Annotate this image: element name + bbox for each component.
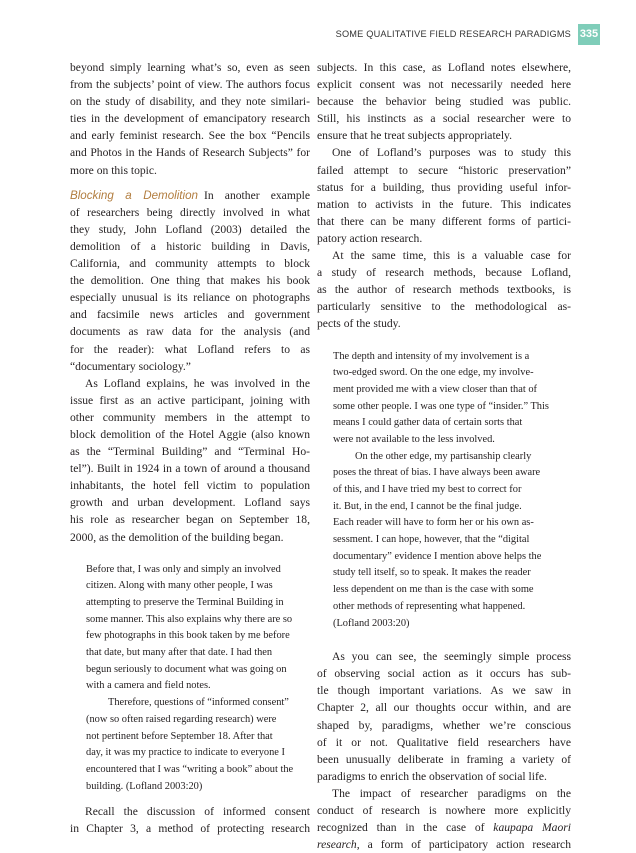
text-line <box>70 529 310 546</box>
line-text: explicit consent was not necessarily needed here <box>317 78 571 92</box>
line-text: shaped by, paradigms, whether we’re conscious <box>317 718 571 732</box>
text-line <box>70 255 310 272</box>
line-text: that date, but many after that date. I had then <box>86 647 273 659</box>
line-text: documentary” evidence I mention above helps the <box>333 550 542 562</box>
line-text: and Photos in the Hands of Research Subjects” for <box>70 146 310 160</box>
line-text: his role as researcher began on September 18, <box>70 513 310 527</box>
line-text: tel”). Built in 1924 in a town of around a thousand <box>70 462 310 476</box>
line-text: As you can see, the seemingly simple process <box>332 650 571 664</box>
text-line <box>86 729 310 746</box>
text-line <box>86 595 310 612</box>
line-text: subjects. In this case, as Lofland notes elsewhere, <box>317 61 571 74</box>
line-text: not pertinent before September 18. After that <box>86 730 273 742</box>
line-text: other community members in the attempt to <box>70 410 310 424</box>
line-text: California, and community attempts to block <box>70 257 310 271</box>
left-column <box>70 59 310 837</box>
spacer <box>317 632 571 648</box>
line-text: more on this topic. <box>70 163 157 177</box>
line-text: building. (Lofland 2003:20) <box>86 780 203 792</box>
line-text: (now so often raised regarding research) were <box>86 713 277 725</box>
text-line <box>333 349 571 366</box>
line-text: growth and urban development. Lofland says <box>70 496 310 510</box>
text-line <box>333 582 571 599</box>
line-text: study tell itself, so to speak. It makes the reader <box>333 567 531 579</box>
text-line <box>333 616 571 633</box>
text-line <box>333 382 571 399</box>
section-run-in-heading: Blocking a Demolition <box>70 188 198 202</box>
text-line <box>317 59 571 76</box>
line-text: and early feminist research. See the box “Pencils <box>70 129 310 143</box>
line-text: day, it was my practice to indicate to everyone I <box>86 747 285 759</box>
text-line <box>317 196 571 213</box>
line-text: less dependent on me than is the case with some <box>333 584 534 596</box>
line-text: 2000, as the demolition of the building began. <box>70 530 284 544</box>
text-line <box>317 768 571 785</box>
text-line <box>86 712 310 729</box>
text-line <box>86 695 310 712</box>
line-text: pects of the study. <box>317 317 401 331</box>
line-text: recognized than in the case of <box>317 821 494 835</box>
line-text: “documentary sociology.” <box>70 359 191 373</box>
text-line <box>70 323 310 340</box>
line-text: were not available to the less involved. <box>333 433 495 445</box>
text-line <box>70 93 310 110</box>
text-line <box>70 494 310 511</box>
line-text: tle though important variations. As we saw in <box>317 684 571 698</box>
body-paragraph <box>317 247 571 332</box>
text-line <box>70 392 310 409</box>
text-line <box>70 443 310 460</box>
line-text: Recall the discussion of informed consent <box>85 805 310 819</box>
text-line <box>70 289 310 306</box>
text-line <box>317 179 571 196</box>
text-line <box>317 213 571 230</box>
line-text: patory action research. <box>317 231 423 245</box>
text-line <box>317 682 571 699</box>
text-line <box>70 221 310 238</box>
text-line <box>70 409 310 426</box>
text-line <box>317 802 571 819</box>
line-text: Still, his instincts as a social researcher were to <box>317 112 571 126</box>
text-line <box>70 162 310 179</box>
text-line <box>317 836 571 853</box>
line-text: means I could gather data of certain sorts that <box>333 417 523 429</box>
line-text: As Lofland explains, he was involved in the <box>85 376 310 390</box>
line-text: (Lofland 2003:20) <box>333 617 410 629</box>
line-text: other methods of representing what happened. <box>333 600 526 612</box>
text-line <box>317 76 571 93</box>
text-line <box>317 144 571 161</box>
running-head: SOME QUALITATIVE FIELD RESEARCH PARADIGMS <box>335 29 571 39</box>
line-text: mation to activists in the future. This indicates <box>317 197 571 211</box>
line-text: One of Lofland’s purposes was to study this <box>332 146 571 160</box>
text-line <box>317 162 571 179</box>
spacer <box>70 546 310 562</box>
line-text: documents as raw data for the analysis (and <box>70 325 310 339</box>
line-text: paradigms to enrich the observation of social life. <box>317 769 547 783</box>
line-text: conduct of research is nowhere more explicitly <box>317 804 571 818</box>
text-line <box>70 511 310 528</box>
body-paragraph <box>70 59 310 179</box>
line-text: failed attempt to secure “historic preservation” <box>317 163 571 177</box>
text-line <box>333 415 571 432</box>
text-line <box>70 426 310 443</box>
line-text: Before that, I was only and simply an involved <box>86 563 281 575</box>
text-line <box>333 432 571 449</box>
line-text: The depth and intensity of my involvement is a <box>333 350 530 362</box>
italic-term: kaupapa Maori <box>493 821 571 835</box>
italic-term: research, <box>317 838 360 852</box>
text-line <box>317 751 571 768</box>
text-line <box>86 662 310 679</box>
quote-paragraph <box>86 695 310 795</box>
line-text: a study of research methods, because Lofland, <box>317 266 571 280</box>
text-line <box>86 678 310 695</box>
text-line <box>70 144 310 161</box>
text-line <box>70 272 310 289</box>
text-line <box>317 665 571 682</box>
line-text: some other people. I was one type of “insider.” This <box>333 400 549 412</box>
line-text: begun seriously to document what was going on <box>86 663 287 675</box>
line-text: The impact of researcher paradigms on the <box>332 786 571 800</box>
body-paragraph <box>317 144 571 247</box>
line-text: it. But, in the end, I cannot be the final judge. <box>333 500 522 512</box>
line-text: Therefore, questions of “informed consent” <box>108 697 289 709</box>
line-text: in Chapter 3, a method of protecting research <box>70 822 310 836</box>
line-text: encountered that I was “writing a book” about the <box>86 763 294 775</box>
line-text: for the reader): what Lofland refers to as <box>70 342 310 356</box>
body-paragraph <box>70 187 310 375</box>
text-line <box>70 460 310 477</box>
text-line <box>317 230 571 247</box>
body-paragraph <box>317 785 571 853</box>
body-paragraph <box>70 803 310 837</box>
line-text: issue first as an active participant, joining with <box>70 393 310 407</box>
text-line <box>317 819 571 836</box>
line-text: Each reader will have to form her or his own as- <box>333 517 534 529</box>
block-quote <box>70 562 310 796</box>
line-text: some manner. This also explains why there are so <box>86 613 293 625</box>
line-text: beyond simply learning what’s so, even as seen <box>70 61 310 74</box>
line-text: inhabitants, the hotel fell victim to population <box>70 479 310 493</box>
text-line <box>317 699 571 716</box>
text-line <box>86 562 310 579</box>
text-line <box>333 465 571 482</box>
text-line <box>70 820 310 837</box>
line-text: of researchers being directly involved in what <box>70 205 310 219</box>
page-number: 335 <box>578 24 600 45</box>
line-text: citizen. Along with many other people, I was <box>86 580 273 592</box>
spacer <box>70 795 310 803</box>
line-text: two-edged sword. On the one edge, my involve- <box>333 367 534 379</box>
line-text: In another example <box>204 188 310 202</box>
quote-paragraph <box>86 562 310 696</box>
text-line <box>70 76 310 93</box>
text-line <box>317 264 571 281</box>
line-text: block demolition of the Hotel Aggie (also known <box>70 427 310 441</box>
line-text: particularly sensitive to the methodological as- <box>317 300 571 314</box>
spacer <box>317 333 571 349</box>
line-text: the demolition. One thing that makes his book <box>70 274 310 288</box>
spacer <box>70 179 310 187</box>
text-line <box>333 515 571 532</box>
text-line <box>70 110 310 127</box>
quote-paragraph <box>333 449 571 633</box>
text-line <box>333 499 571 516</box>
line-text: status for a building, thus providing useful infor- <box>317 180 571 194</box>
text-line <box>317 648 571 665</box>
text-line <box>86 779 310 796</box>
line-text: they study, John Lofland (2003) detailed the <box>70 222 310 236</box>
quote-paragraph <box>333 349 571 449</box>
line-text: few photographs in this book taken by me before <box>86 630 290 642</box>
body-paragraph <box>317 648 571 785</box>
text-line <box>70 238 310 255</box>
text-line <box>317 110 571 127</box>
line-text: ties in the development of emancipatory research <box>70 112 310 126</box>
line-text: Chapter 2, all our thoughts occur within, and are <box>317 701 571 715</box>
text-line <box>86 645 310 662</box>
text-line <box>333 449 571 466</box>
body-paragraph <box>70 375 310 546</box>
line-text: ment provided me with a view closer than that of <box>333 383 538 395</box>
text-line <box>333 549 571 566</box>
text-line <box>70 341 310 358</box>
line-text: as the “Terminal Building” and “Terminal Ho- <box>70 445 310 459</box>
line-text: on the study of disability, and they note similari- <box>70 95 310 109</box>
line-text: attempting to preserve the Terminal Building in <box>86 597 284 608</box>
text-line <box>70 803 310 820</box>
text-line <box>70 127 310 144</box>
line-text: from the subjects’ point of view. The authors focus <box>70 78 310 92</box>
text-line <box>70 358 310 375</box>
line-text: especially unusual is its reliance on photographs <box>70 291 310 305</box>
body-paragraph <box>317 59 571 144</box>
text-line <box>333 399 571 416</box>
line-text: with a camera and field notes. <box>86 680 211 692</box>
text-line <box>333 365 571 382</box>
line-text: At the same time, this is a valuable case for <box>332 249 571 263</box>
line-text: as the author of research methods textbooks, is <box>317 283 571 297</box>
text-line <box>333 482 571 499</box>
line-text: because the behavior being studied was public. <box>317 95 571 109</box>
line-text: been unusually deliberate in framing a variety of <box>317 752 571 766</box>
line-text: poses the threat of bias. I have always been aware <box>333 467 541 479</box>
text-line <box>317 281 571 298</box>
line-text: ensure that he treat subjects appropriately. <box>317 129 512 143</box>
text-line <box>317 247 571 264</box>
line-text: that there can be many different forms of partici- <box>317 214 571 228</box>
line-text: of it or not. Qualitative field researchers have <box>317 735 571 749</box>
line-text: demolition of a historic building in Davis, <box>70 239 310 253</box>
text-line <box>333 599 571 616</box>
text-line <box>317 734 571 751</box>
text-line <box>333 565 571 582</box>
text-line <box>86 745 310 762</box>
right-column <box>317 59 571 853</box>
line-text: sessment. I can hope, however, that the “digital <box>333 534 530 546</box>
text-line <box>86 628 310 645</box>
text-line <box>70 59 310 76</box>
text-line <box>70 306 310 323</box>
text-line <box>70 204 310 221</box>
text-line <box>317 127 571 144</box>
block-quote <box>317 349 571 633</box>
text-line <box>70 187 310 204</box>
text-line <box>317 785 571 802</box>
text-line <box>70 477 310 494</box>
text-line <box>86 578 310 595</box>
text-line <box>86 762 310 779</box>
line-text: and facsimile news articles and government <box>70 308 310 322</box>
text-line <box>70 375 310 392</box>
text-line <box>317 298 571 315</box>
text-line <box>317 93 571 110</box>
line-text: of this, and I have tried my best to correct for <box>333 484 522 495</box>
text-line <box>317 315 571 332</box>
text-line <box>86 612 310 629</box>
line-text: of observing social action as it occurs has sub- <box>317 667 571 681</box>
line-text: a form of participatory action research <box>359 838 571 852</box>
line-text: On the other edge, my partisanship clearly <box>355 450 532 462</box>
text-line <box>333 532 571 549</box>
text-line <box>317 717 571 734</box>
